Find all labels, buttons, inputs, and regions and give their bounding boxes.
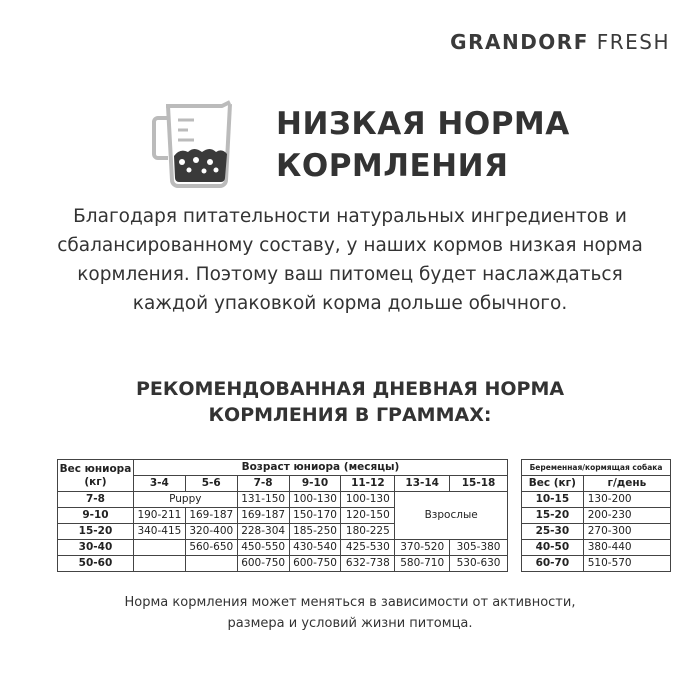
weight-cell: 50-60	[58, 556, 134, 572]
pregnant-weight-header: Вес (кг)	[522, 476, 584, 492]
age-column-header: 5-6	[185, 476, 237, 492]
weight-header-line-2: (кг)	[84, 475, 107, 488]
table-cell: 190-211	[133, 508, 185, 524]
weight-header-line-1: Вес юниора	[59, 462, 132, 475]
intro-line-4: каждой упаковкой корма дольше обычного.	[132, 293, 568, 314]
table-section-heading	[60, 376, 640, 428]
age-column-header: 11-12	[341, 476, 395, 492]
table-cell: 510-570	[583, 556, 670, 572]
intro-line-1: Благодаря питательности натуральных ингредиентов и	[73, 206, 627, 227]
weight-cell: 40-50	[522, 540, 584, 556]
empty-cell	[133, 556, 185, 572]
footnote-line-2: размера и условий жизни питомца.	[227, 616, 473, 631]
brand-name-bold: GRANDORF	[450, 30, 589, 54]
footnote-line-1: Норма кормления может меняться в зависимости от активности,	[124, 595, 576, 610]
table-cell: 530-630	[450, 556, 508, 572]
table-cell: 169-187	[237, 508, 289, 524]
table-cell: 228-304	[237, 524, 289, 540]
pregnant-table-header: Беременная/кормящая собака	[522, 460, 671, 476]
brand-logo	[450, 30, 670, 54]
table-cell: 600-750	[289, 556, 341, 572]
table-cell: 560-650	[185, 540, 237, 556]
weight-cell: 25-30	[522, 524, 584, 540]
page-title	[276, 103, 570, 187]
age-header: Возраст юниора (месяцы)	[133, 460, 507, 476]
weight-cell: 30-40	[58, 540, 134, 556]
weight-cell: 10-15	[522, 492, 584, 508]
age-column-header: 13-14	[395, 476, 450, 492]
table-cell: 200-230	[583, 508, 670, 524]
table-cell: 430-540	[289, 540, 341, 556]
table-cell: 580-710	[395, 556, 450, 572]
age-column-header: 15-18	[450, 476, 508, 492]
table-row	[522, 492, 671, 508]
footnote	[100, 592, 600, 634]
measuring-jug-icon	[150, 100, 240, 188]
table-cell: 169-187	[185, 508, 237, 524]
table-cell: 180-225	[341, 524, 395, 540]
intro-line-3: кормления. Поэтому ваш питомец будет наслаждаться	[77, 264, 623, 285]
title-line-2: КОРМЛЕНИЯ	[276, 148, 509, 184]
weight-cell: 15-20	[58, 524, 134, 540]
intro-line-2: сбалансированному составу, у наших кормов низкая норма	[57, 235, 643, 256]
table-cell: 340-415	[133, 524, 185, 540]
weight-cell: 7-8	[58, 492, 134, 508]
brand-name-light: FRESH	[596, 30, 670, 54]
table-row	[58, 492, 508, 508]
table-row	[58, 540, 508, 556]
table-cell: 305-380	[450, 540, 508, 556]
table-cell: 370-520	[395, 540, 450, 556]
table-cell: 150-170	[289, 508, 341, 524]
table-cell: 380-440	[583, 540, 670, 556]
table-cell: 632-738	[341, 556, 395, 572]
weight-cell: 9-10	[58, 508, 134, 524]
table-cell: 425-530	[341, 540, 395, 556]
title-line-1: НИЗКАЯ НОРМА	[276, 106, 570, 142]
table-row	[58, 556, 508, 572]
age-column-header: 7-8	[237, 476, 289, 492]
weight-column-header	[58, 460, 134, 492]
table-row	[522, 508, 671, 524]
pregnant-grams-header: г/день	[583, 476, 670, 492]
table-cell: 131-150	[237, 492, 289, 508]
table-cell: 185-250	[289, 524, 341, 540]
weight-cell: 60-70	[522, 556, 584, 572]
table-cell: 130-200	[583, 492, 670, 508]
table-cell: 120-150	[341, 508, 395, 524]
age-column-header: 9-10	[289, 476, 341, 492]
empty-cell	[185, 556, 237, 572]
age-column-header: 3-4	[133, 476, 185, 492]
weight-cell: 15-20	[522, 508, 584, 524]
subtitle-line-1: РЕКОМЕНДОВАННАЯ ДНЕВНАЯ НОРМА	[135, 378, 565, 400]
puppy-label: Puppy	[133, 492, 237, 508]
empty-cell	[133, 540, 185, 556]
table-cell: 270-300	[583, 524, 670, 540]
table-cell: 100-130	[341, 492, 395, 508]
table-row	[522, 524, 671, 540]
table-row	[522, 556, 671, 572]
table-cell: 600-750	[237, 556, 289, 572]
junior-feeding-table	[57, 459, 508, 572]
adult-label: Взрослые	[395, 492, 508, 540]
pregnant-feeding-table	[521, 459, 671, 572]
table-cell: 100-130	[289, 492, 341, 508]
intro-paragraph	[40, 202, 660, 318]
table-row	[522, 540, 671, 556]
table-cell: 320-400	[185, 524, 237, 540]
table-cell: 450-550	[237, 540, 289, 556]
subtitle-line-2: КОРМЛЕНИЯ В ГРАММАХ:	[208, 404, 492, 426]
